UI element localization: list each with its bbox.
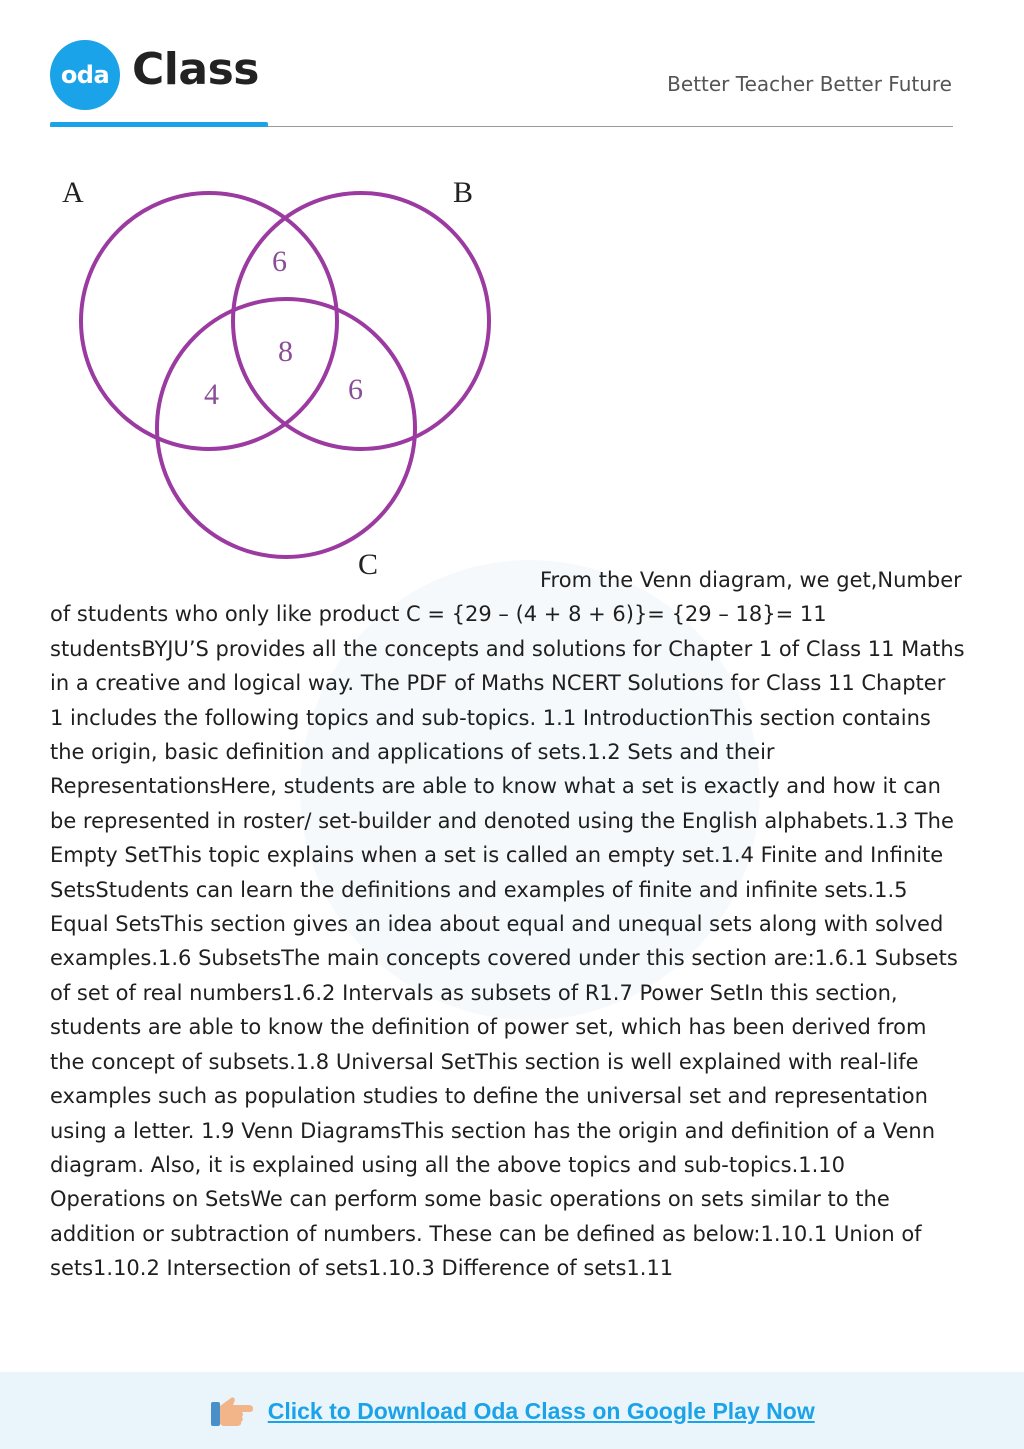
venn-diagram	[50, 168, 520, 588]
region-a-c: 4	[204, 378, 219, 411]
tagline: Better Teacher Better Future	[667, 72, 952, 96]
footer-banner	[0, 1372, 1024, 1449]
body-text	[50, 563, 965, 1286]
download-link[interactable]: Click to Download Oda Class on Google Play Now	[267, 1397, 815, 1424]
header-accent-bar	[50, 122, 268, 127]
pointing-hand-icon	[209, 1394, 253, 1428]
region-a-b: 6	[272, 245, 287, 278]
region-b-c: 6	[348, 373, 363, 406]
body-rest: get,Number of students who only like product C = {29 – (4 + 8 + 6)}= {29 – 18}= 11 studentsBYJU’S provides all the concepts and solutions for Chapter 1 of Class 11 Maths in a creative and logical way. The PDF of Maths NCERT Solutions for Class 11 Chapter 1 includes the following topics and sub-topics. 1.1 IntroductionThis section contains the origin, basic definition and applications of sets.1.2 Sets and their RepresentationsHere, students are able to know what a set is exactly and how it can be represented in roster/ set-builder and denoted using the English alphabets.1.3 The Empty SetThis topic explains when a set is called an empty set.1.4 Finite and Infinite SetsStudents can learn the definitions and examples of finite and infinite sets.1.5 Equal SetsThis section gives an idea about equal and unequal sets along with solved examples.1.6 SubsetsThe main concepts covered under this section are:1.6.1 Subsets of set of real numbers1.6.2 Intervals as subsets of R1.7 Power SetIn this section, students are able to know the definition of power set, which has been derived from the concept of subsets.1.8 Universal SetThis section is well explained with real-life examples such as population studies to define the universal set and representation using a letter. 1.9 Venn DiagramsThis section has the origin and definition of a Venn diagram. Also, it is explained using all the above topics and sub-topics.1.10 Operations on SetsWe can perform some basic operations on sets similar to the addition or subtraction of numbers. These can be defined as below:1.10.1 Union of sets1.10.2 Intersection of sets1.10.3 Difference of sets1.11	[50, 568, 965, 1281]
set-a-label: A	[62, 176, 84, 209]
page-header	[0, 0, 1024, 130]
body-lead: From the Venn diagram, we	[540, 568, 830, 592]
region-a-b-c: 8	[278, 335, 293, 368]
footer-cta[interactable]	[0, 1394, 1024, 1428]
set-b-label: B	[453, 176, 474, 209]
set-c-label: C	[358, 548, 379, 581]
class-logo-word: Class	[132, 44, 259, 95]
oda-logo-mark: oda	[50, 40, 120, 110]
body-paragraph	[50, 563, 965, 1286]
